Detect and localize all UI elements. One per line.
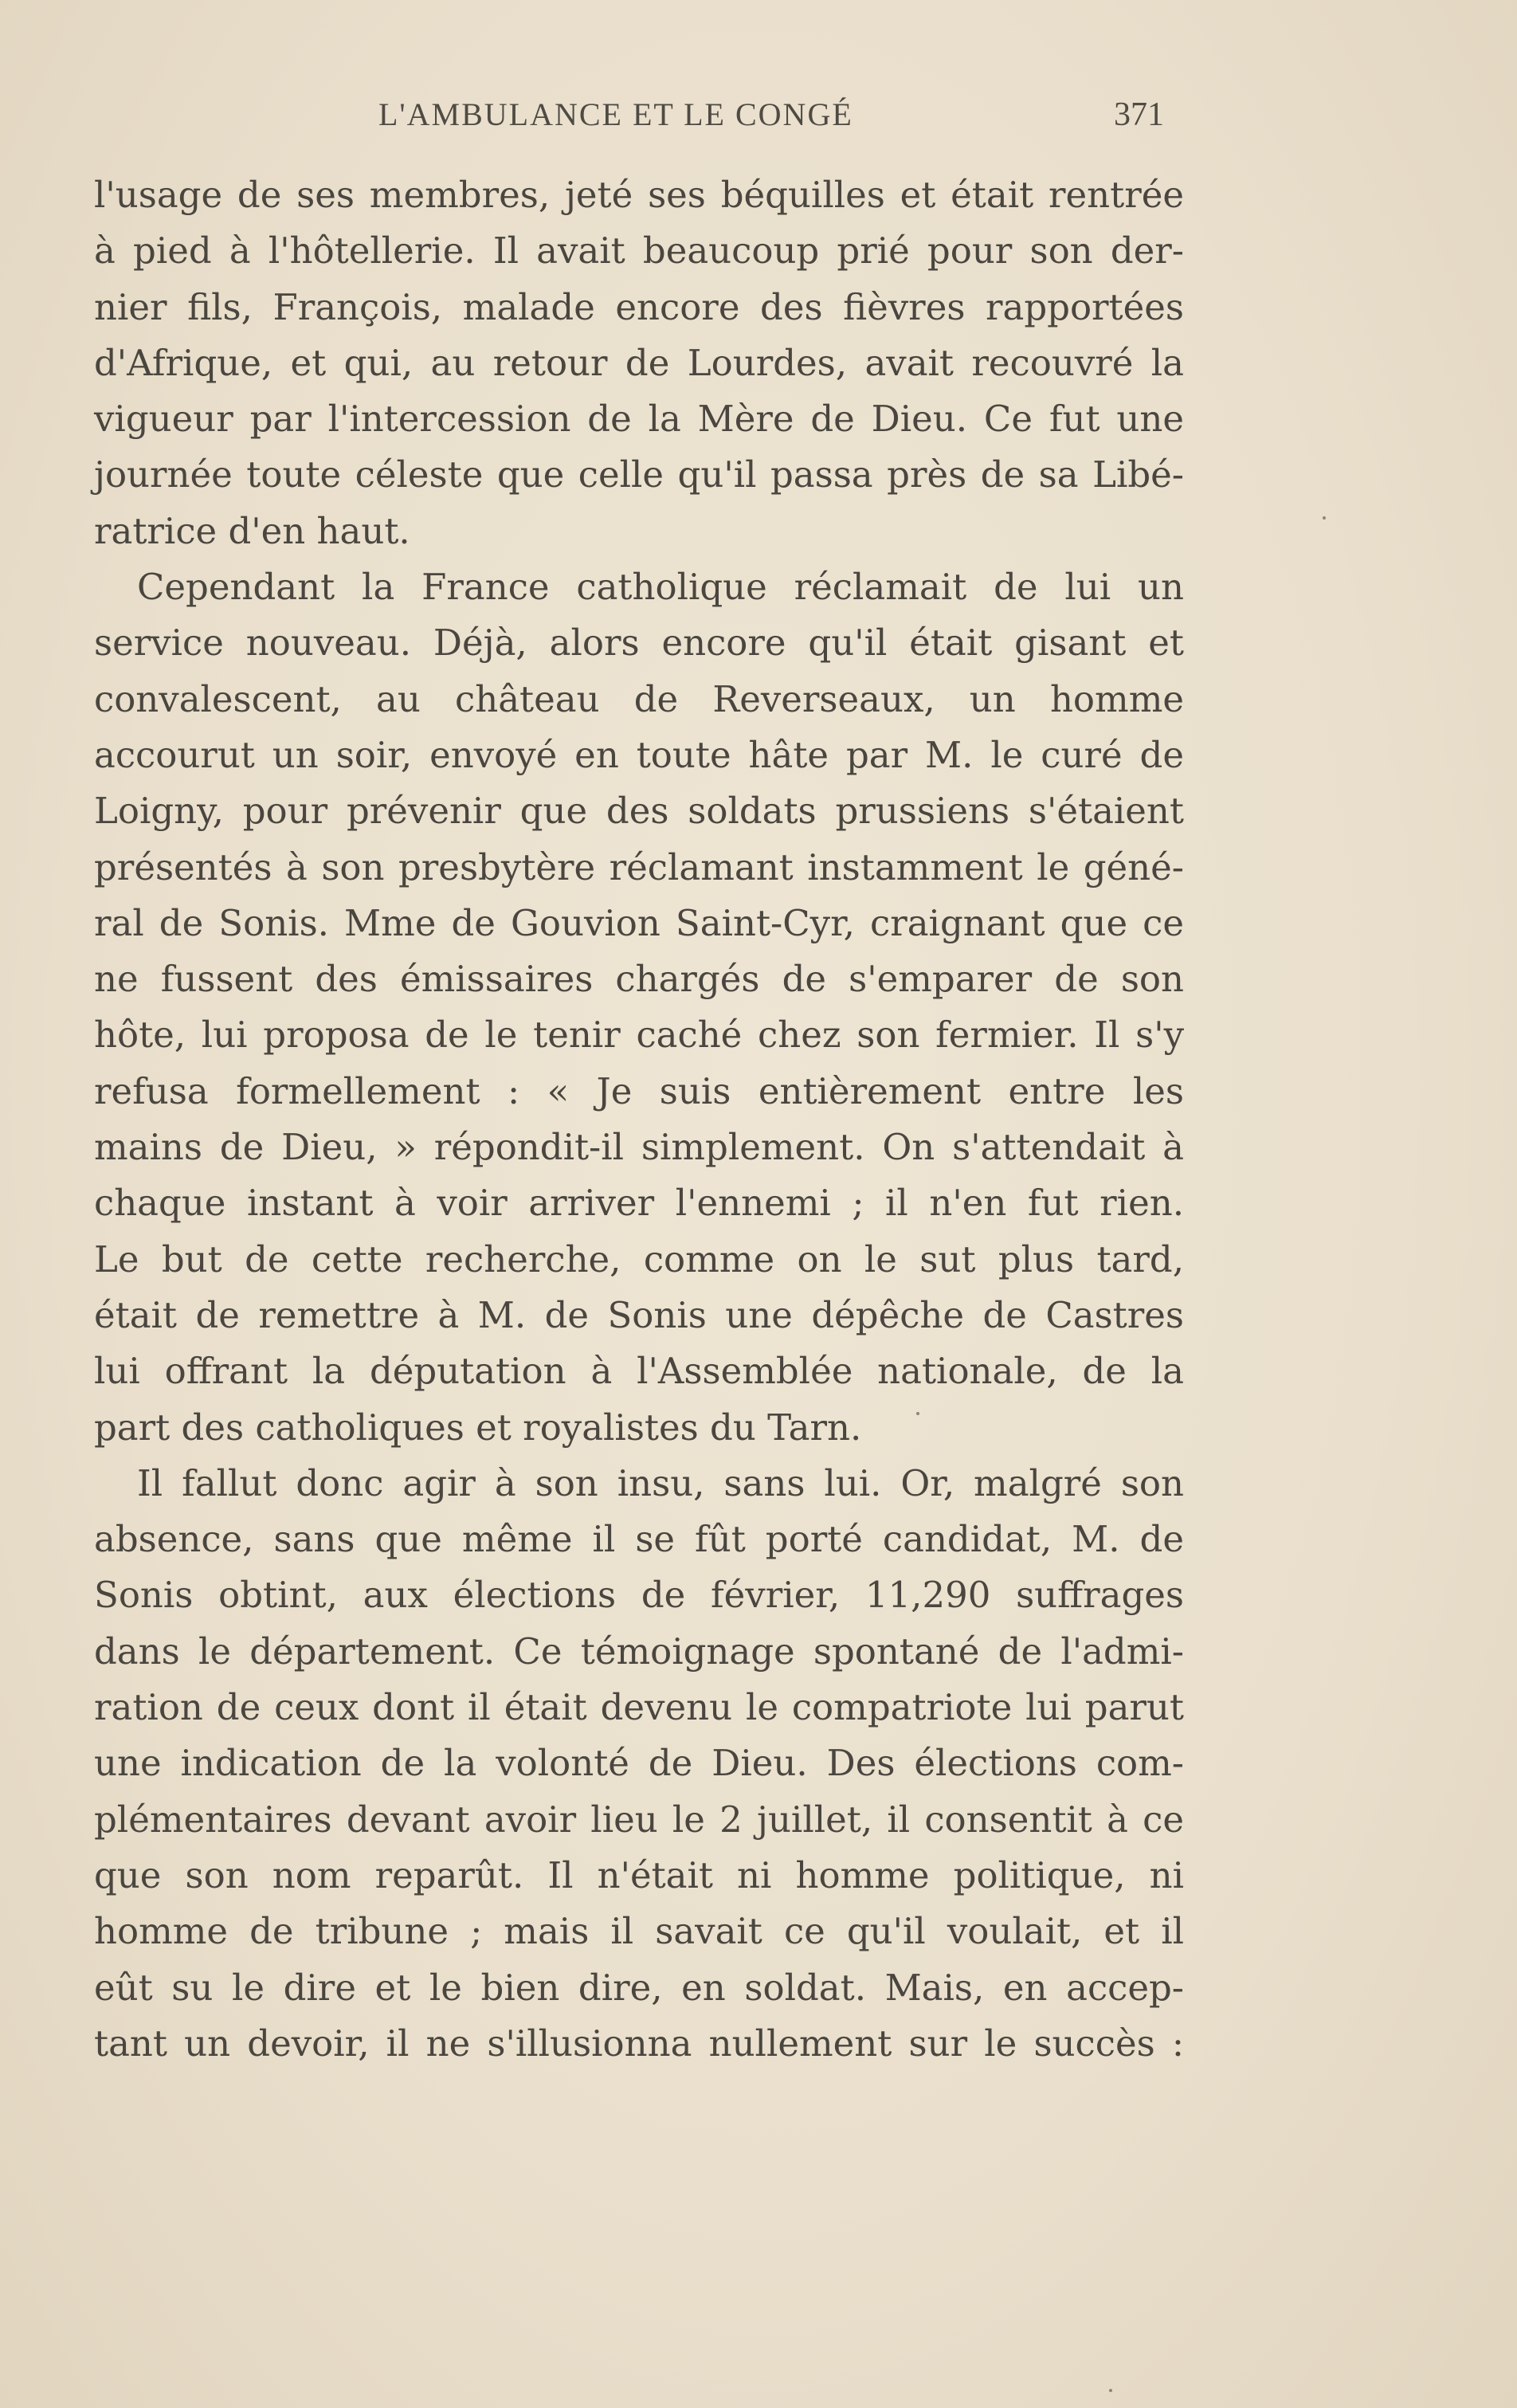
text-line: nier fils, François, malade encore des fièvres rapportées [94, 285, 1184, 328]
text-line: accourut un soir, envoyé en toute hâte par M. le curé de [94, 733, 1184, 776]
text-line: d'Afrique, et qui, au retour de Lourdes, avait recouvré la [94, 341, 1184, 384]
text-line: à pied à l'hôtellerie. Il avait beaucoup prié pour son der- [94, 229, 1184, 273]
text-line: eût su le dire et le bien dire, en soldat. Mais, en accep- [94, 1966, 1184, 2009]
text-line: ne fussent des émissaires chargés de s'emparer de son [94, 958, 1184, 1001]
text-line: absence, sans que même il se fût porté candidat, M. de [94, 1518, 1184, 1561]
text-line: Cependant la France catholique réclamait de lui un [137, 566, 1184, 609]
text-line: plémentaires devant avoir lieu le 2 juillet, il consentit à ce [94, 1798, 1184, 1841]
text-line: présentés à son presbytère réclamant instamment le géné- [94, 845, 1184, 888]
text-line: tant un devoir, il ne s'illusionna nullement sur le succès : [94, 2022, 1184, 2065]
text-line: ration de ceux dont il était devenu le compatriote lui parut [94, 1686, 1184, 1729]
text-line: part des catholiques et royalistes du Tarn. [94, 1406, 862, 1449]
text-line: Loigny, pour prévenir que des soldats prussiens s'étaient [94, 790, 1184, 833]
text-line: refusa formellement : « Je suis entièrement entre les [94, 1069, 1184, 1112]
text-line: ratrice d'en haut. [94, 509, 410, 552]
text-line: Sonis obtint, aux élections de février, 11,290 suffrages [94, 1574, 1184, 1617]
running-title: L'AMBULANCE ET LE CONGÉ [378, 96, 853, 132]
text-line: était de remettre à M. de Sonis une dépêche de Castres [94, 1293, 1184, 1336]
text-line: mains de Dieu, » répondit-il simplement. On s'attendait à [94, 1126, 1184, 1169]
text-line: dans le département. Ce témoignage spontané de l'admi- [94, 1630, 1184, 1673]
text-line: chaque instant à voir arriver l'ennemi ; il n'en fut rien. [94, 1182, 1184, 1225]
running-head [0, 96, 1517, 151]
text-line: vigueur par l'intercession de la Mère de Dieu. Ce fut une [94, 398, 1184, 441]
text-line: lui offrant la députation à l'Assemblée nationale, de la [94, 1350, 1184, 1393]
text-line: que son nom reparût. Il n'était ni homme politique, ni [94, 1853, 1184, 1896]
text-line: journée toute céleste que celle qu'il passa près de sa Libé- [94, 453, 1184, 496]
text-line: Le but de cette recherche, comme on le sut plus tard, [94, 1237, 1184, 1280]
paper-speck [1109, 2389, 1112, 2392]
paper-speck [916, 1412, 919, 1415]
text-line: une indication de la volonté de Dieu. Des élections com- [94, 1742, 1184, 1785]
text-line: hôte, lui proposa de le tenir caché chez son fermier. Il s'y [94, 1014, 1184, 1057]
text-line: service nouveau. Déjà, alors encore qu'il était gisant et [94, 622, 1184, 665]
body-text [94, 167, 1184, 2072]
text-line: l'usage de ses membres, jeté ses béquilles et était rentrée [94, 174, 1184, 216]
text-line: ral de Sonis. Mme de Gouvion Saint-Cyr, craignant que ce [94, 901, 1184, 944]
text-line: convalescent, au château de Reverseaux, un homme [94, 677, 1184, 720]
text-line: Il fallut donc agir à son insu, sans lui. Or, malgré son [137, 1461, 1184, 1504]
page-number: 371 [1114, 96, 1164, 133]
text-line: homme de tribune ; mais il savait ce qu'il voulait, et il [94, 1910, 1184, 1953]
paper-speck [1323, 516, 1326, 520]
